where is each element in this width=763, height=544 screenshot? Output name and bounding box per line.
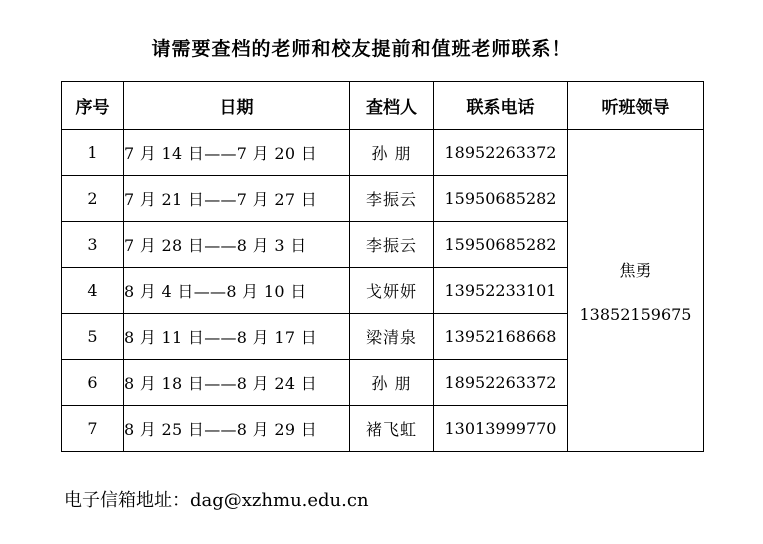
leader-cell — [568, 130, 704, 452]
row-name: 李振云 — [350, 222, 434, 268]
row-num: 3 — [62, 222, 124, 268]
page-title: 请需要查档的老师和校友提前和值班老师联系！ — [151, 38, 572, 60]
row-name: 孙 朋 — [350, 130, 434, 176]
header-num: 序号 — [62, 82, 124, 130]
duty-schedule-table — [61, 81, 704, 452]
row-name: 戈妍妍 — [350, 268, 434, 314]
row-phone: 13013999770 — [434, 406, 568, 452]
row-num: 2 — [62, 176, 124, 222]
row-date: 8 月 18 日——8 月 24 日 — [124, 360, 350, 406]
row-name: 褚飞虹 — [350, 406, 434, 452]
table-row — [62, 130, 704, 176]
row-date: 8 月 25 日——8 月 29 日 — [124, 406, 350, 452]
leader-phone: 13852159675 — [579, 304, 692, 324]
row-phone: 15950685282 — [434, 222, 568, 268]
row-date: 7 月 28 日——8 月 3 日 — [124, 222, 350, 268]
row-phone: 13952233101 — [434, 268, 568, 314]
row-num: 4 — [62, 268, 124, 314]
row-name: 孙 朋 — [350, 360, 434, 406]
row-phone: 15950685282 — [434, 176, 568, 222]
row-date: 7 月 14 日——7 月 20 日 — [124, 130, 350, 176]
table-header-row — [62, 82, 704, 130]
row-num: 1 — [62, 130, 124, 176]
row-name: 梁清泉 — [350, 314, 434, 360]
header-phone: 联系电话 — [434, 82, 568, 130]
row-name: 李振云 — [350, 176, 434, 222]
email-address-text: 电子信箱地址：dag@xzhmu.edu.cn — [64, 490, 369, 511]
header-name: 查档人 — [350, 82, 434, 130]
row-num: 6 — [62, 360, 124, 406]
row-phone: 18952263372 — [434, 360, 568, 406]
row-date: 7 月 21 日——7 月 27 日 — [124, 176, 350, 222]
header-leader: 听班领导 — [568, 82, 704, 130]
row-phone: 18952263372 — [434, 130, 568, 176]
leader-name: 焦勇 — [619, 260, 652, 280]
row-phone: 13952168668 — [434, 314, 568, 360]
header-date: 日期 — [124, 82, 350, 130]
row-date: 8 月 4 日——8 月 10 日 — [124, 268, 350, 314]
row-date: 8 月 11 日——8 月 17 日 — [124, 314, 350, 360]
row-num: 7 — [62, 406, 124, 452]
row-num: 5 — [62, 314, 124, 360]
